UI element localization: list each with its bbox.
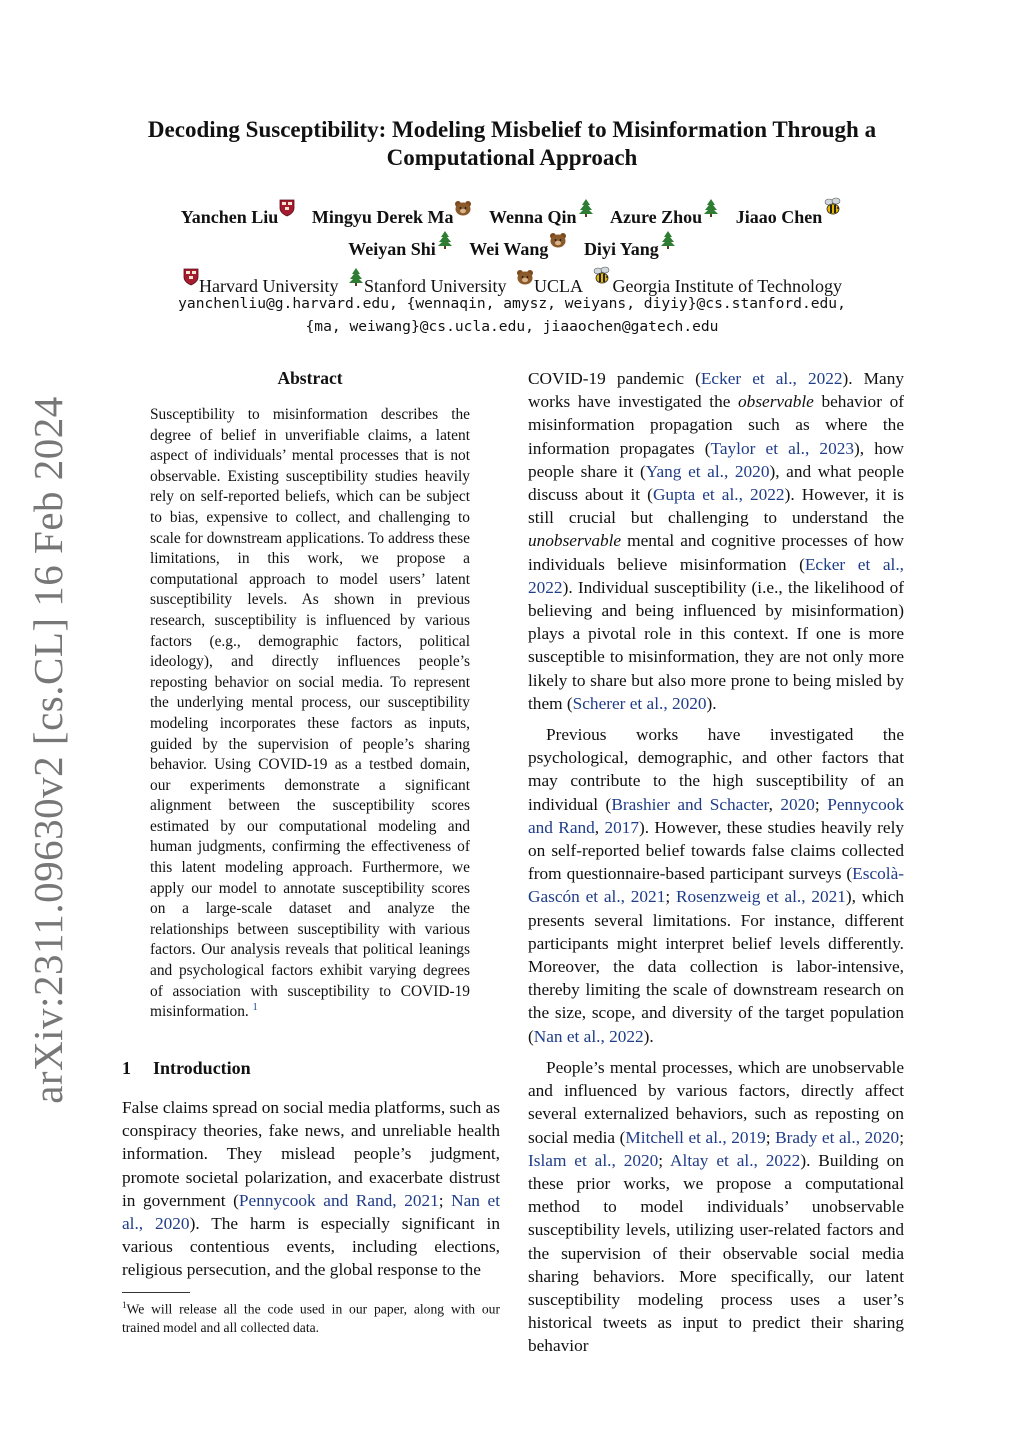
georgia-tech-bee-icon: [823, 197, 843, 217]
stanford-tree-icon: [660, 231, 676, 249]
author: Azure Zhou: [610, 199, 719, 229]
author: Mingyu Derek Ma: [312, 199, 473, 229]
authors-line-1: [112, 197, 912, 229]
arxiv-stamp-text: arXiv:2311.09630v2 [cs.CL] 16 Feb 2024: [25, 396, 71, 1104]
citation-link[interactable]: Mitchell et al., 2019: [625, 1127, 766, 1147]
citation-link[interactable]: Altay et al., 2022: [670, 1150, 801, 1170]
footnote-mark: 1: [122, 1300, 127, 1310]
citation-link[interactable]: Ecker et al., 2022: [700, 369, 843, 388]
section-number: 1: [122, 1058, 131, 1078]
paper-title: Decoding Susceptibility: Modeling Misbelief to Misinformation Through a Computational Approach: [147, 117, 877, 170]
affiliation: Harvard University: [182, 268, 338, 298]
author: Weiyan Shi: [348, 231, 453, 261]
footnote-link[interactable]: 1: [252, 1002, 258, 1014]
harvard-shield-icon: [279, 199, 295, 217]
paragraph: Previous works have investigated the psychological, demographic, and other factors that may contribute to the high susceptibility of an individual (Brashier and Schacter, 2020; Pennycook and Rand, 2017). However, these studies heavily rely on self-reported belief towards false claims collected from questionnaire-based participant surveys (Escolà-Gascón et al., 2021; Rosenzweig et al., 2021), which presents several limitations. For instance, different participants might interpret belief levels differently. Moreover, the data collection is labor-intensive, thereby limiting the scale of downstream research on the size, scope, and diversity of the target population (Nan et al., 2022).: [528, 725, 905, 1046]
author-emails-line-2: {ma, weiwang}@cs.ucla.edu, jiaaochen@gatech.edu: [305, 318, 719, 335]
abstract-text: Susceptibility to misinformation describes the degree of belief in unverifiable claims, a latent aspect of individuals’ mental processes that is not observable. Existing susceptibility studies heavily rely on self-reported beliefs, which can be subject to bias, expensive to collect, and challenging to scale for downstream applications. To address these limitations, in this work, we propose a computational approach to model users’ latent susceptibility levels. As shown in previous research, susceptibility is influenced by various factors (e.g., demographic factors, political ideology), and directly influences people’s reposting behavior on social media. To represent the underlying mental process, our susceptibility modeling incorporates these factors as inputs, guided by the supervision of people’s sharing behavior. Using COVID-19 as a testbed domain, our experiments demonstrate a significant alignment between the susceptibility scores estimated by our computational modeling and human judgments, confirming the effectiveness of this latent modeling approach. Furthermore, we apply our model to annotate susceptibility scores on a large-scale dataset and analyze the relationships between susceptibility with various factors. Our analysis reveals that political leanings and psychological factors exhibit varying degrees of association with susceptibility to COVID-19 misinformation.: [150, 406, 470, 1021]
footnote: [122, 1296, 500, 1337]
abstract-heading: Abstract: [277, 368, 343, 388]
ucla-bear-icon: [454, 199, 472, 217]
stanford-tree-icon: [703, 199, 719, 217]
paragraph: COVID-19 pandemic (Ecker et al., 2022). Many works have investigated the observable behavior of misinformation propagation such as where the information propagates (Taylor et al., 2023), how people share it (Yang et al., 2020), and what people discuss about it (Gupta et al., 2022). However, it is still crucial but challenging to understand the unobservable mental and cognitive processes of how individuals believe misinformation (Ecker et al., 2022). Individual susceptibility (i.e., the likelihood of believing and being influenced by misinformation) plays a pivotal role in this context. If one is more susceptible to misinformation, they are not only more likely to share but also more prone to being misled by them (Scherer et al., 2020).: [528, 369, 905, 713]
citation-link[interactable]: Nan et al., 2022: [533, 1026, 644, 1046]
harvard-shield-icon: [183, 268, 199, 286]
intro-paragraph: False claims spread on social media platforms, such as conspiracy theories, fake news, and unreliable health information. They mislead people’s judgment, promote societal polarization, and exacerbate distrust in government (Pennycook and Rand, 2021; Nan et al., 2020). The harm is especially significant in various contentious events, including elections, religious persecution, and the global response to the: [122, 1098, 500, 1280]
stanford-tree-icon: [348, 268, 364, 286]
citation-link[interactable]: Brashier and Schacter: [611, 794, 769, 814]
citation-link[interactable]: 2020: [780, 794, 815, 814]
author: Diyi Yang: [584, 231, 676, 261]
citation-link[interactable]: Rosenzweig et al., 2021: [675, 887, 846, 907]
citation-link[interactable]: 2017: [604, 817, 640, 837]
citation-link[interactable]: Escolà-Gascón et al., 2021: [528, 864, 904, 907]
abstract-body: [150, 405, 470, 1023]
citation-link[interactable]: Pennycook and Rand: [528, 794, 904, 837]
citation-link[interactable]: Pennycook and Rand, 2021: [238, 1190, 439, 1210]
affiliation: Stanford University: [347, 268, 506, 298]
author: Wenna Qin: [489, 199, 594, 229]
footnote-divider: [122, 1292, 190, 1293]
stanford-tree-icon: [578, 199, 594, 217]
affiliation: UCLA: [515, 268, 583, 298]
citation-link[interactable]: Brady et al., 2020: [775, 1127, 900, 1147]
section-title: Introduction: [153, 1058, 251, 1078]
section-heading: [122, 1058, 251, 1079]
authors-line-2: [112, 231, 912, 261]
affiliation: Georgia Institute of Technology: [591, 266, 842, 298]
author: Wei Wang: [469, 231, 567, 261]
citation-link[interactable]: Scherer et al., 2020: [572, 693, 707, 713]
citation-link[interactable]: Yang et al., 2020: [645, 461, 770, 481]
author-emails-line-1: yanchenliu@g.harvard.edu, {wennaqin, amysz, weiyans, diyiy}@cs.stanford.edu,: [178, 295, 846, 312]
citation-link[interactable]: Nan et al., 2020: [122, 1190, 500, 1234]
right-column: [528, 367, 904, 1358]
author: Yanchen Liu: [181, 199, 296, 229]
citation-link[interactable]: Islam et al., 2020: [528, 1150, 659, 1170]
ucla-bear-icon: [516, 268, 534, 286]
footnote-text: We will release all the code used in our paper, along with our trained model and all collected data.: [122, 1301, 500, 1335]
citation-link[interactable]: Taylor et al., 2023: [710, 438, 854, 458]
author: Jiaao Chen: [736, 197, 844, 229]
georgia-tech-bee-icon: [592, 266, 612, 286]
paragraph: People’s mental processes, which are unobservable and influenced by various factors, directly affect several externalized behaviors, such as reposting on social media (Mitchell et al., 2019; Brady et al., 2020; Islam et al., 2020; Altay et al., 2022). Building on these prior works, we propose a computational method to model individuals’ unobservable susceptibility levels, utilizing user-related factors and the supervision of their observable social media sharing behaviors. More specifically, our latent susceptibility modeling process uses a user’s historical tweets as input to predict their sharing behavior: [528, 1057, 904, 1356]
stanford-tree-icon: [437, 231, 453, 249]
citation-link[interactable]: Ecker et al., 2022: [528, 554, 904, 597]
citation-link[interactable]: Gupta et al., 2022: [652, 485, 785, 505]
ucla-bear-icon: [549, 231, 567, 249]
